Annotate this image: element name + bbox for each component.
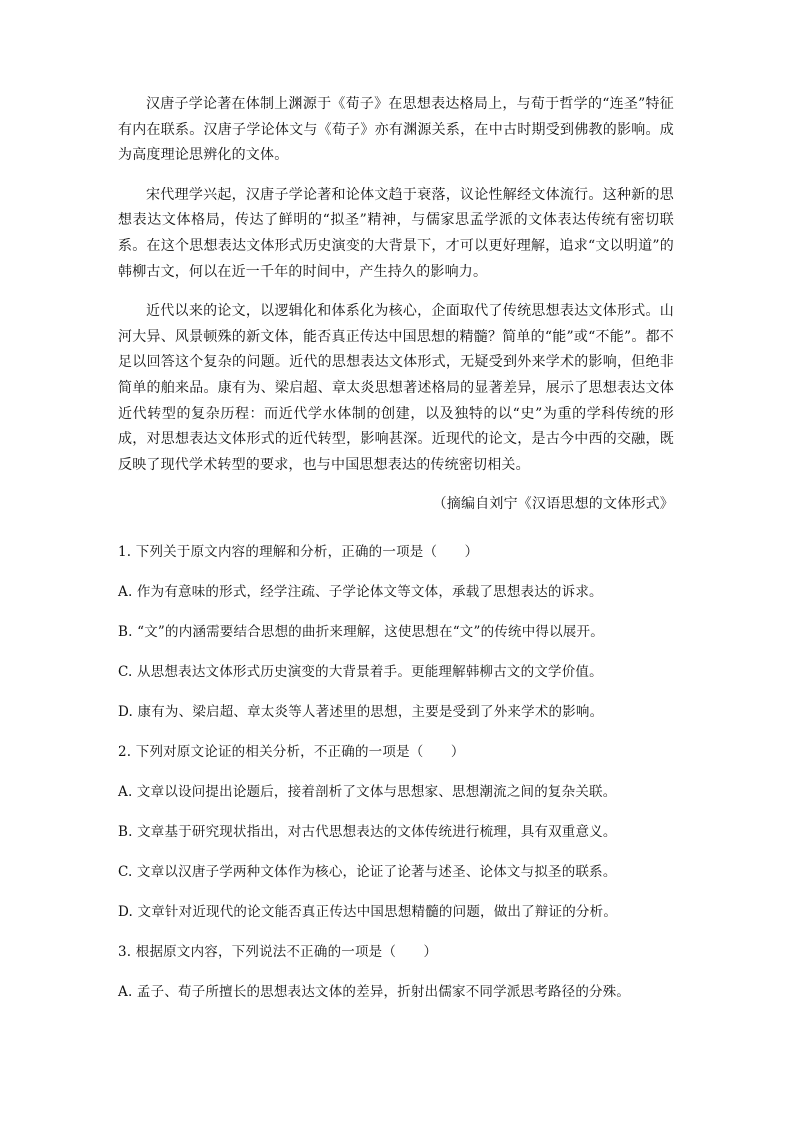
question-stem: 3. 根据原文内容，下列说法不正确的一项是（ ） (118, 943, 438, 960)
reading-passage (118, 92, 674, 518)
option-a: A. 作为有意味的形式，经学注疏、子学论体文等文体，承载了思想表达的诉求。 (118, 583, 603, 600)
passage-paragraph-1: 汉唐子学论著在体制上渊源于《荀子》在思想表达格局上，与荀于哲学的“连圣”特征有内在联系。汉唐子学论体文与《荀子》亦有渊源关系，在中古时期受到佛教的影响。成为高度理论思辨化的文体。 (118, 96, 674, 164)
option-a: A. 文章以设问提出论题后，接着剖析了文体与思想家、思想潮流之间的复杂关联。 (118, 783, 617, 800)
option-d: D. 文章针对近现代的论文能否真正传达中国思想精髓的问题，做出了辩证的分析。 (118, 903, 618, 920)
passage-paragraph-2: 宋代理学兴起，汉唐子学论著和论体文趋于衰落，议论性解经文体流行。这种新的思想表达文体格局，传达了鲜明的“拟圣”精神，与儒家思孟学派的文体表达传统有密切联系。在这个思想表达文体形式历史演变的大背景下，才可以更好理解，追求“文以明道”的韩柳古文，何以在近一千年的时间中，产生持久的影响力。 (118, 186, 674, 280)
question-2 (118, 740, 674, 924)
question-stem: 1. 下列关于原文内容的理解和分析，正确的一项是（ ） (118, 543, 479, 560)
option-c: C. 文章以汉唐子学两种文体作为核心，论证了论著与述圣、论体文与拟圣的联系。 (118, 863, 617, 880)
exam-page (118, 92, 674, 1020)
question-3 (118, 940, 674, 1004)
option-a: A. 孟子、荀子所擅长的思想表达文体的差异，折射出儒家不同学派思考路径的分殊。 (118, 983, 631, 1000)
passage-source: （摘编自刘宁《汉语思想的文体形式》 (432, 496, 674, 513)
question-1 (118, 540, 674, 724)
question-stem: 2. 下列对原文论证的相关分析，不正确的一项是（ ） (118, 743, 465, 760)
option-b: B. “文”的内涵需要结合思想的曲折来理解，这使思想在“文”的传统中得以展开。 (118, 623, 604, 640)
option-d: D. 康有为、梁启超、章太炎等人著述里的思想，主要是受到了外来学术的影响。 (118, 703, 604, 720)
option-c: C. 从思想表达文体形式历史演变的大背景着手。更能理解韩柳古文的文学价值。 (118, 663, 603, 680)
option-b: B. 文章基于研究现状指出，对古代思想表达的文体传统进行梳理，具有双重意义。 (118, 823, 617, 840)
passage-paragraph-3: 近代以来的论文，以逻辑化和体系化为核心，企面取代了传统思想表达文体形式。山河大异、风景顿殊的新文体，能否真正传达中国思想的精髓？简单的“能”或“不能”。都不足以回答这个复杂的问题。近代的思想表达文体形式，无疑受到外来学术的影响，但绝非简单的舶来品。康有为、梁启超、章太炎思想著述格局的显著差异，展示了思想表达文体近代转型的复杂历程：而近代学水体制的创建，以及独特的以“史”为重的学科传统的形成，对思想表达文体形式的近代转型，影响甚深。近现代的论文，是古今中西的交融，既反映了现代学术转型的要求，也与中国思想表达的传统密切相关。 (118, 303, 674, 473)
